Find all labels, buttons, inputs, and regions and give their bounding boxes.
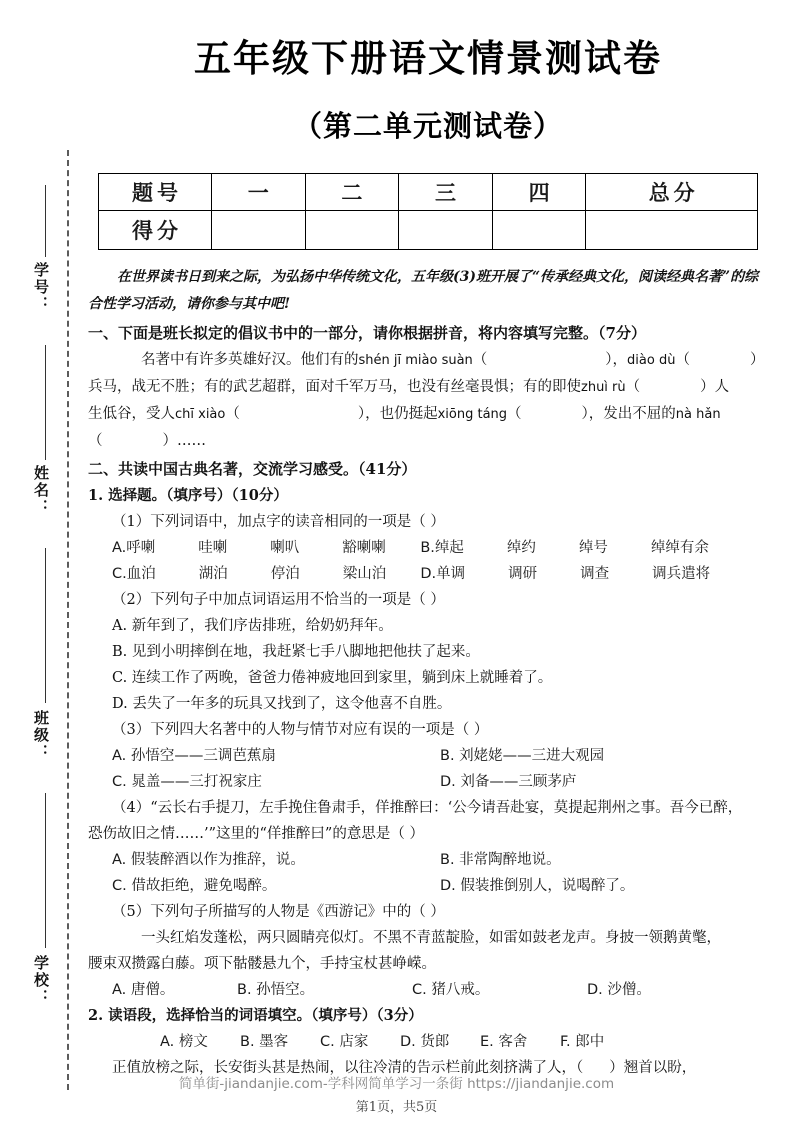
- pinyin-shenjimiaosuan: shén jī miào suàn: [358, 353, 473, 368]
- pinyin-diaodu: diào dù: [627, 353, 676, 368]
- q2-opt-c-text: 连续工作了两晚，爸爸力倦神疲地回到家里，躺到床上就睡着了。: [131, 670, 553, 686]
- option-b-group[interactable]: [420, 535, 727, 561]
- table-row-header: [99, 174, 758, 211]
- sealing-dashed-line: [67, 150, 69, 1090]
- option-a-word-1: 呼喇: [126, 540, 156, 556]
- pinyin-xiongtang: xiōng táng: [437, 407, 508, 422]
- q5-opt-d-label: D.: [587, 982, 603, 998]
- option-d-label: D.: [420, 566, 437, 582]
- q5-opt-a-text: 唐僧。: [130, 982, 175, 998]
- q2-passage-text-a: 正值放榜之际，长安街头甚是热闹，以往冷清的告示栏前此刻挤满了人，（: [112, 1060, 584, 1076]
- score-cell-3[interactable]: [399, 211, 493, 250]
- option-b-label: B.: [420, 540, 435, 556]
- q2-word-option-d[interactable]: D. 货郎: [400, 1034, 450, 1050]
- option-a-word-3: 喇叭: [270, 540, 300, 556]
- seal-rule-4: [45, 793, 46, 948]
- q2-opt-b-label: B.: [112, 644, 128, 660]
- score-cell-2[interactable]: [305, 211, 399, 250]
- option-b-word-4: 绰绰有余: [650, 540, 709, 556]
- q3-opt-a-label: A.: [112, 748, 127, 764]
- score-table-col-4: 四: [492, 174, 586, 211]
- question-1-4-options-row-2: [88, 873, 768, 899]
- question-1-heading: 1. 选择题。（填序号）（10分）: [88, 487, 288, 504]
- margin-label-student-id: 学号：: [32, 262, 50, 313]
- question-1-1-options-row-2: [88, 561, 768, 587]
- question-2-heading: 2. 读语段，选择恰当的词语填空。（填序号）（3分）: [88, 1007, 423, 1024]
- question-1-5-excerpt-line2: 腰束双攒露白藤。项下骷髅悬九个，手持宝杖甚峥嵘。: [88, 956, 436, 972]
- option-a-word-2: 哇喇: [198, 540, 228, 556]
- section1-text-c: 兵马，战无不胜；有的武艺超群，面对千军万马，也没有丝毫畏惧；有的即使: [88, 379, 581, 395]
- question-1-2-option-a[interactable]: [88, 613, 768, 639]
- section1-line-3: 生低谷，受人chī xiào（ ），也仍挺起xiōng táng（ ），发出不屈的nà hǎn: [88, 406, 721, 422]
- page-subtitle: （第二单元测试卷）: [292, 109, 563, 143]
- q4-opt-c-text: 借故拒绝，避免喝醉。: [131, 878, 277, 894]
- score-table-col-2: 二: [305, 174, 399, 211]
- option-a-word-4: 豁喇喇: [342, 540, 386, 556]
- q4-opt-c-label: C.: [112, 878, 127, 894]
- section1-line-4: （ ）……: [88, 433, 206, 449]
- footer-page-number: 第1页，共5页: [355, 1100, 438, 1115]
- option-d-word-3: 调查: [580, 566, 610, 582]
- question-1-3-stem: （3）下列四大名著中的人物与情节对应有误的一项是（ ）: [112, 722, 489, 738]
- q5-opt-c-label: C.: [412, 982, 427, 998]
- question-1-5-stem: （5）下列句子所描写的人物是《西游记》中的（ ）: [112, 904, 445, 920]
- q3-option-d[interactable]: [440, 769, 768, 795]
- score-table-col-1: 一: [212, 174, 306, 211]
- seal-rule-2: [45, 345, 46, 460]
- section-heading-2: 二、共读中国古典名著，交流学习感受。（41分）: [88, 460, 417, 478]
- q2-passage-text-b: ）翘首以盼，: [609, 1060, 697, 1076]
- paper-content: [88, 0, 768, 1081]
- q5-option-c[interactable]: [412, 977, 587, 1003]
- score-table-col-total: 总分: [586, 174, 758, 211]
- question-1-2-stem: （2）下列句子中加点词语运用不恰当的一项是（ ）: [112, 592, 445, 608]
- q2-opt-b-text: 见到小明摔倒在地，我赶紧七手八脚地把他扶了起来。: [131, 644, 480, 660]
- q5-opt-a-label: A.: [112, 982, 127, 998]
- option-d-group[interactable]: [420, 561, 728, 587]
- pinyin-zhuiru: zhuì rù: [581, 380, 626, 395]
- section1-text-h: ）……: [162, 433, 206, 449]
- q2-opt-d-text: 丢失了一年多的玩具又找到了，这令他喜不自胜。: [132, 696, 452, 712]
- option-b-word-1: 绰起: [434, 540, 464, 556]
- q5-option-a[interactable]: [112, 977, 237, 1003]
- question-1-2-option-c[interactable]: [88, 665, 768, 691]
- q5-opt-b-text: 孙悟空。: [256, 982, 315, 998]
- q3-opt-b-label: B.: [440, 748, 455, 764]
- option-b-word-3: 绰号: [578, 540, 608, 556]
- q2-word-option-b[interactable]: B. 墨客: [240, 1034, 289, 1050]
- question-1-4-stem-line2: 恐伤故旧之情……’”这里的“佯推醉曰”的意思是（ ）: [88, 826, 424, 842]
- q4-opt-a-label: A.: [112, 852, 127, 868]
- score-table: [98, 173, 758, 250]
- page-footer: [0, 1072, 793, 1115]
- question-1-1-stem: （1）下列词语中，加点字的读音相同的一项是（ ）: [112, 514, 445, 530]
- q4-opt-b-label: B.: [440, 852, 455, 868]
- section1-line-2: 兵马，战无不胜；有的武艺超群，面对千军万马，也没有丝毫畏惧；有的即使zhuì rù（ ）人: [88, 379, 730, 395]
- option-c-word-3: 停泊: [270, 566, 300, 582]
- q5-option-d[interactable]: [587, 977, 651, 1003]
- option-d-word-1: 单调: [436, 566, 466, 582]
- question-1-2-option-b[interactable]: [88, 639, 768, 665]
- option-a-group[interactable]: [112, 535, 420, 561]
- option-c-word-4: 梁山泊: [342, 566, 387, 582]
- q5-opt-c-text: 猪八戒。: [431, 982, 490, 998]
- margin-label-name: 姓名：: [32, 465, 50, 516]
- q4-option-d[interactable]: [440, 873, 768, 899]
- question-1-3-options-row-2: [88, 769, 768, 795]
- intro-paragraph: 在世界读书日到来之际，为弘扬中华传统文化，五年级(3)班开展了“传承经典文化，阅读经典名著”的综合性学习活动，请你参与其中吧!: [88, 269, 759, 312]
- section1-line-1: 名著中有许多英雄好汉。他们有的shén jī miào suàn（ ），diào dù（ ）: [141, 352, 765, 368]
- q3-opt-c-text: 晁盖——三打祝家庄: [131, 774, 262, 790]
- score-table-col-3: 三: [399, 174, 493, 211]
- score-table-score-label: 得分: [99, 211, 212, 250]
- score-cell-total[interactable]: [586, 211, 758, 250]
- question-1-3-options-row-1: [88, 743, 768, 769]
- question-1-1-options-row-1: [88, 535, 768, 561]
- section1-text-b: ），: [605, 352, 628, 368]
- footer-watermark: 简单街-jiandanjie.com-学科网简单学习一条街 https://jiandanjie.com: [178, 1076, 615, 1092]
- q2-word-option-c[interactable]: C. 店家: [320, 1034, 369, 1050]
- margin-label-school: 学校：: [32, 955, 50, 1006]
- question-1-4-stem-line1: （4）“云长右手提刀，左手挽住鲁肃手，佯推醉曰：‘公今请吾赴宴，莫提起荆州之事。吾今已醉，: [112, 800, 743, 816]
- margin-label-class: 班级：: [32, 710, 50, 761]
- q4-opt-d-text: 假装推倒别人，说喝醉了。: [460, 878, 635, 894]
- section-heading-1: 一、下面是班长拟定的倡议书中的一部分，请你根据拼音，将内容填写完整。（7分）: [88, 324, 646, 342]
- question-2-options-row: [88, 1029, 768, 1055]
- option-a-label: A.: [112, 540, 127, 556]
- seal-rule-1: [45, 185, 46, 257]
- option-c-group[interactable]: [112, 561, 420, 587]
- option-c-label: C.: [112, 566, 127, 582]
- q2-opt-c-label: C.: [112, 670, 128, 686]
- page-title: 五年级下册语文情景测试卷: [194, 36, 662, 80]
- q3-opt-d-label: D.: [440, 774, 456, 790]
- score-cell-1[interactable]: [212, 211, 306, 250]
- q3-opt-c-label: C.: [112, 774, 127, 790]
- q4-option-c[interactable]: [112, 873, 440, 899]
- q2-opt-d-label: D.: [112, 696, 128, 712]
- score-table-wrapper: [88, 173, 768, 250]
- q2-word-option-e[interactable]: E. 客舍: [480, 1034, 528, 1050]
- q4-option-a[interactable]: [112, 847, 440, 873]
- q4-opt-b-text: 非常陶醉地说。: [459, 852, 561, 868]
- q4-option-b[interactable]: [440, 847, 768, 873]
- section1-text-f: ），也仍挺起: [357, 406, 438, 422]
- option-b-word-2: 绰约: [506, 540, 536, 556]
- seal-rule-3: [45, 548, 46, 703]
- q4-opt-a-text: 假装醉酒以作为推辞，说。: [130, 852, 305, 868]
- q2-word-option-f[interactable]: F. 郎中: [560, 1034, 605, 1050]
- section1-text-g: ），发出不屈的: [581, 406, 676, 422]
- q2-opt-a-text: 新年到了，我们序齿排班，给奶奶拜年。: [131, 618, 393, 634]
- q3-opt-b-text: 刘姥姥——三进大观园: [459, 748, 605, 764]
- question-1-5-options-row: [88, 977, 768, 1003]
- question-1-4-options-row-1: [88, 847, 768, 873]
- section1-text-e: 生低谷，受人: [88, 406, 175, 422]
- q5-option-b[interactable]: [237, 977, 412, 1003]
- pinyin-nahan: nà hǎn: [675, 407, 721, 422]
- pinyin-chixiao: chī xiào: [175, 407, 226, 422]
- question-1-2-option-d[interactable]: [88, 691, 768, 717]
- option-c-word-2: 湖泊: [198, 566, 228, 582]
- q3-option-b[interactable]: [440, 743, 768, 769]
- q2-word-option-a[interactable]: A. 榜文: [160, 1034, 208, 1050]
- q5-opt-b-label: B.: [237, 982, 252, 998]
- q3-option-a[interactable]: [112, 743, 440, 769]
- table-row-score: [99, 211, 758, 250]
- question-1-5-excerpt-line1: 一头红焰发蓬松，两只圆睛亮似灯。不黑不青蓝靛脸，如雷如鼓老龙声。身披一领鹅黄氅，: [141, 930, 721, 946]
- section1-text-a: 名著中有许多英雄好汉。他们有的: [141, 352, 359, 368]
- score-cell-4[interactable]: [492, 211, 586, 250]
- q3-opt-d-text: 刘备——三顾茅庐: [460, 774, 577, 790]
- sealing-margin: [0, 0, 78, 1122]
- option-d-word-4: 调兵遣将: [652, 566, 711, 582]
- q5-opt-d-text: 沙僧。: [607, 982, 651, 998]
- option-d-word-2: 调研: [508, 566, 538, 582]
- q2-opt-a-label: A.: [112, 618, 128, 634]
- section1-text-d: ）人: [700, 379, 730, 395]
- score-table-row-header-label: 题号: [99, 174, 212, 211]
- q3-opt-a-text: 孙悟空——三调芭蕉扇: [130, 748, 276, 764]
- q4-opt-d-label: D.: [440, 878, 456, 894]
- option-c-word-1: 血泊: [126, 566, 156, 582]
- q3-option-c[interactable]: [112, 769, 440, 795]
